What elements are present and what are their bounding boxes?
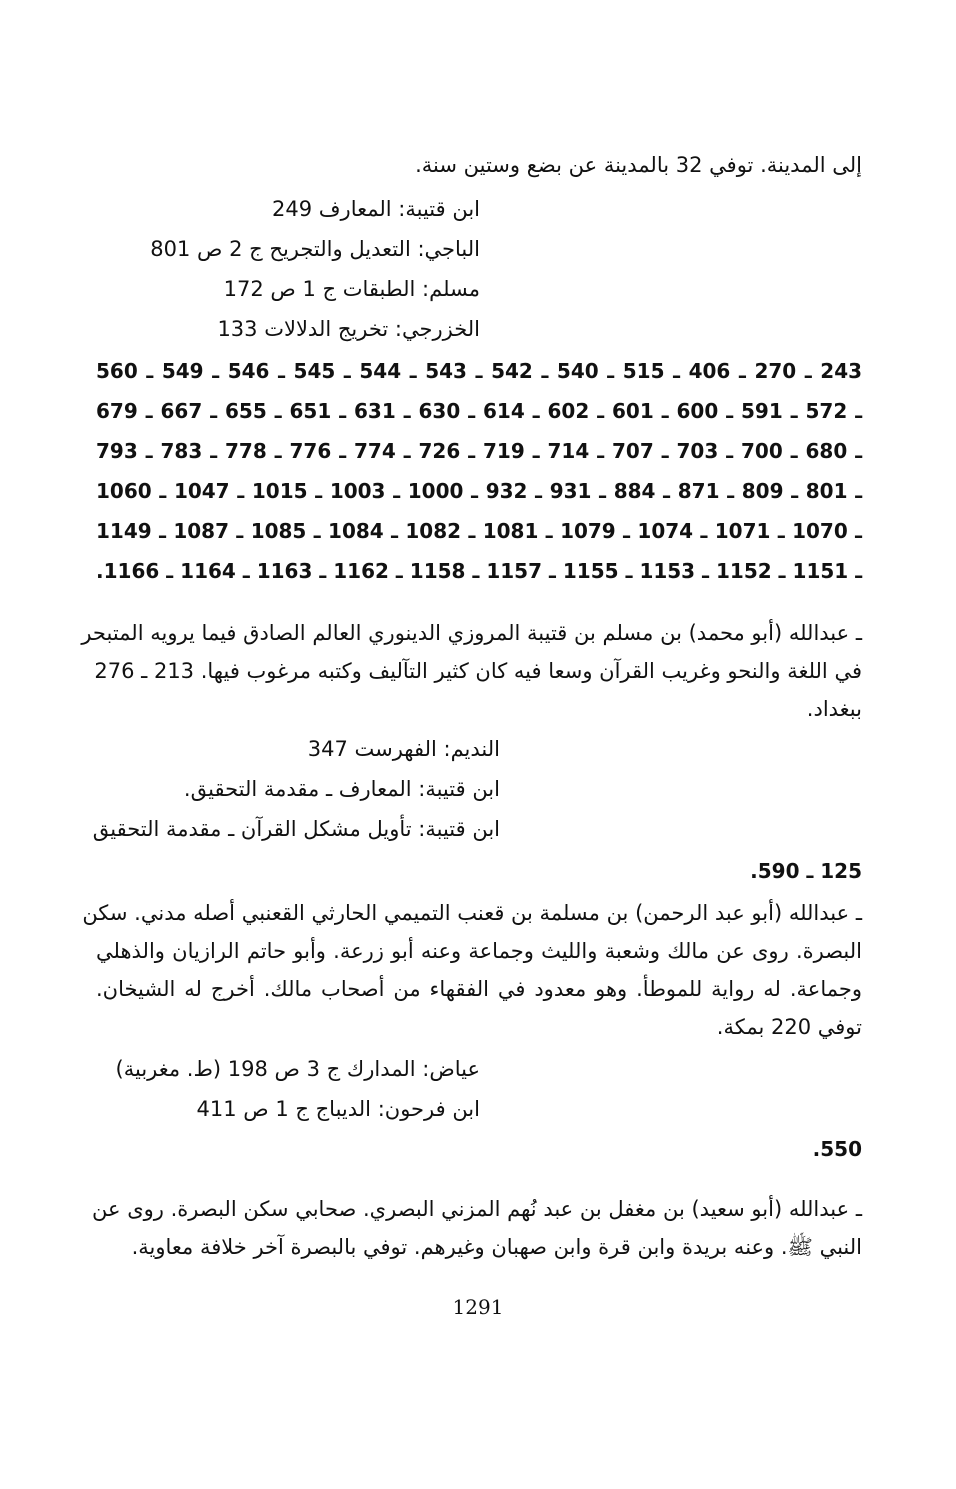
reference-line: الباجي: التعديل والتجريح ج 2 ص 801 bbox=[150, 237, 480, 261]
entry-text-line: البصرة. روى عن مالك وشعبة والليث وجماعة وعنه أبو زرعة. وأبو حاتم الرازيان والذهلي bbox=[96, 939, 862, 963]
entry-text-line: إلى المدينة. توفي 32 بالمدينة عن بضع وستين سنة. bbox=[415, 153, 862, 177]
reference-line: النديم: الفهرست 347 bbox=[307, 737, 500, 761]
entry-text-line: ـ عبدالله (أبو سعيد) بن مغفل بن عبد نُهم المزني البصري. صحابي سكن البصرة. روى عن bbox=[92, 1197, 862, 1221]
reference-line: عياض: المدارك ج 3 ص 198 (ط. مغربية) bbox=[115, 1057, 480, 1081]
number-list-line: ـ 680 ـ 700 ـ 703 ـ 707 ـ 714 ـ 719 ـ 726 ـ 774 ـ 776 ـ 778 ـ 783 ـ 793 bbox=[96, 439, 863, 463]
reference-line: ابن قتيبة: تأويل مشكل القرآن ـ مقدمة التحقيق bbox=[92, 817, 500, 841]
number-list-line: 125 ـ 590. bbox=[750, 859, 862, 883]
entry-text-line: توفي 220 بمكة. bbox=[716, 1015, 862, 1039]
number-list-line: ـ 801 ـ 809 ـ 871 ـ 884 ـ 931 ـ 932 ـ 1000 ـ 1003 ـ 1015 ـ 1047 ـ 1060 bbox=[96, 479, 863, 503]
entry-text-line: ـ عبدالله (أبو محمد) بن مسلم بن قتيبة المروزي الدينوري العالم الصادق فيما يرويه المتبحر bbox=[81, 621, 862, 645]
entry-text-line: ببغداد. bbox=[806, 697, 862, 721]
reference-line: ابن قتيبة: المعارف 249 bbox=[272, 197, 480, 221]
reference-line: الخزرجي: تخريج الدلالات 133 bbox=[217, 317, 480, 341]
number-list-line: ـ 572 ـ 591 ـ 600 ـ 601 ـ 602 ـ 614 ـ 630 ـ 631 ـ 651 ـ 655 ـ 667 ـ 679 bbox=[96, 399, 863, 423]
number-list-line: ـ 1070 ـ 1071 ـ 1074 ـ 1079 ـ 1081 ـ 1082 ـ 1084 ـ 1085 ـ 1087 ـ 1149 bbox=[96, 519, 863, 543]
number-list-line: ـ 1151 ـ 1152 ـ 1153 ـ 1155 ـ 1157 ـ 1158 ـ 1162 ـ 1163 ـ 1164 ـ 1166. bbox=[96, 559, 863, 583]
number-list-line: 550. bbox=[812, 1137, 862, 1161]
entry-text-line: النبي ﷺ. وعنه بريدة وابن قرة وابن صهبان وغيرهم. توفي بالبصرة آخر خلافة معاوية. bbox=[131, 1235, 862, 1259]
entry-text-line: ـ عبدالله (أبو عبد الرحمن) بن مسلمة بن قعنب التميمي الحارثي القعنبي أصله مدني. سكن bbox=[82, 901, 862, 925]
page-number: 1291 bbox=[452, 1295, 504, 1319]
entry-text-line: في اللغة والنحو وغريب القرآن وسعا فيه كان كثير التآليف وكتبه مرغوب فيها. 213 ـ 276 bbox=[94, 659, 862, 683]
reference-line: مسلم: الطبقات ج 1 ص 172 bbox=[223, 277, 480, 301]
reference-line: ابن فرحون: الديباج ج 1 ص 411 bbox=[196, 1097, 480, 1121]
reference-line: ابن قتيبة: المعارف ـ مقدمة التحقيق. bbox=[183, 777, 500, 801]
number-list-line: 243 ـ 270 ـ 406 ـ 515 ـ 540 ـ 542 ـ 543 ـ 544 ـ 545 ـ 546 ـ 549 ـ 560 bbox=[96, 359, 863, 383]
entry-text-line: وجماعة. له رواية للموطأ. وهو معدود في الفقهاء من أصحاب مالك. أخرج له الشيخان. bbox=[96, 977, 862, 1001]
